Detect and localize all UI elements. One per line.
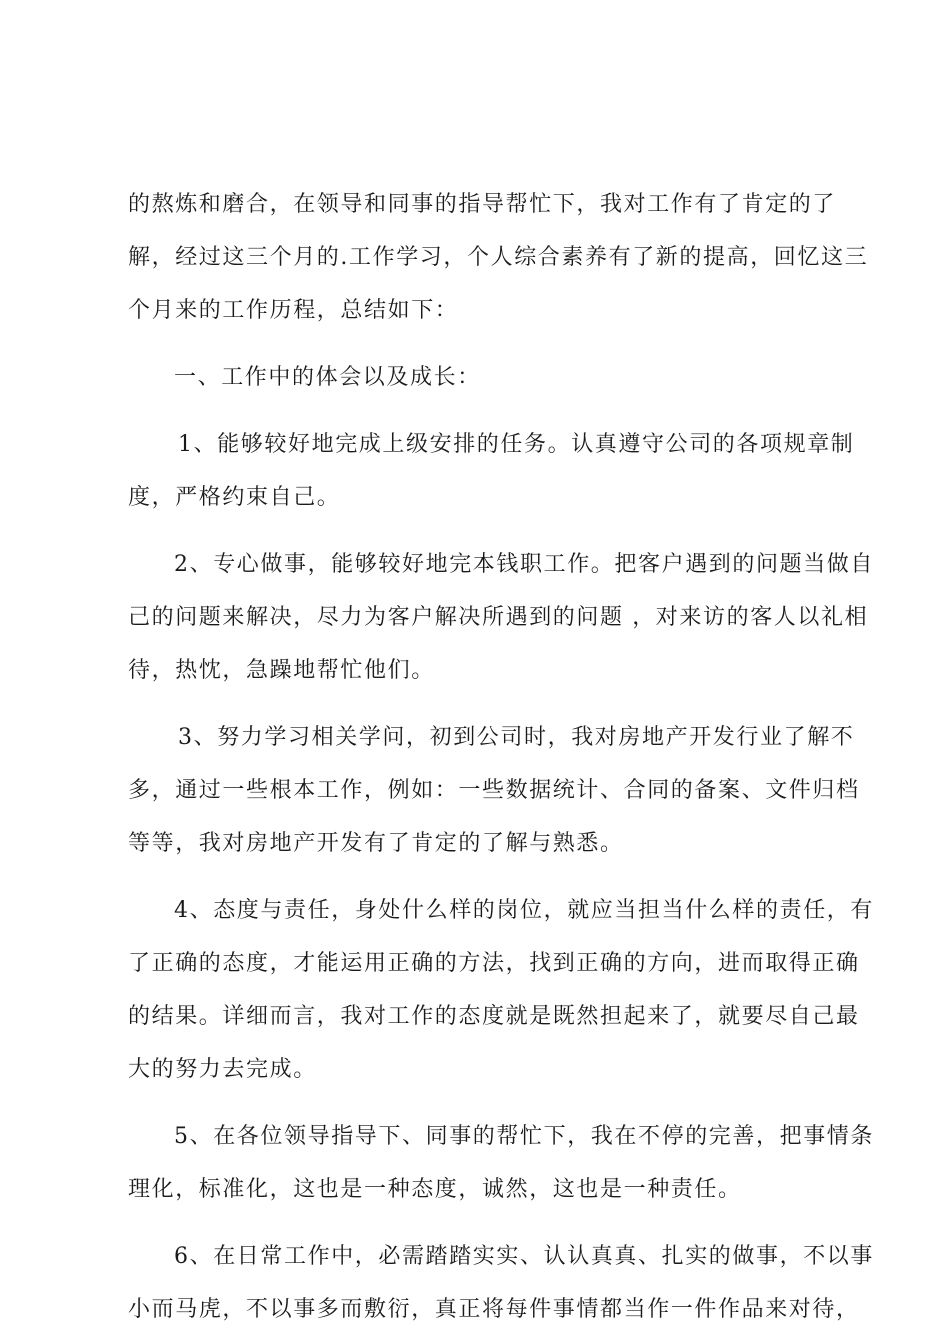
document-body <box>128 178 874 1336</box>
section-heading-text: 一、工作中的体会以及成长： <box>174 365 481 390</box>
text-line: 解，经过这三个月的.工作学习，个人综合素养有了新的提高，回忆这三 <box>128 245 869 270</box>
text-line: 1、能够较好地完成上级安排的任务。认真遵守公司的各项规章制 <box>178 432 855 457</box>
text-line: 理化，标准化，这也是一种态度，诚然，这也是一种责任。 <box>128 1177 742 1202</box>
paragraph-intro <box>128 178 869 337</box>
list-item-5 <box>128 1110 874 1216</box>
text-line: 多，通过一些根本工作，例如：一些数据统计、合同的备案、文件归档 <box>128 778 860 803</box>
text-line: 3、努力学习相关学问，初到公司时，我对房地产开发行业了解不 <box>178 725 855 750</box>
text-line: 2、专心做事，能够较好地完本钱职工作。把客户遇到的问题当做自 <box>174 552 874 577</box>
list-item-2 <box>128 538 874 697</box>
text-line: 小而马虎，不以事多而敷衍，真正将每件事情都当作一件作品来对待， <box>128 1297 860 1322</box>
text-line: 待，热忱，急躁地帮忙他们。 <box>128 658 435 683</box>
text-line: 6、在日常工作中，必需踏踏实实、认认真真、扎实的做事，不以事 <box>174 1244 874 1269</box>
list-item-6 <box>128 1230 874 1336</box>
section-heading <box>128 351 830 404</box>
text-line: 度，严格约束自己。 <box>128 485 341 510</box>
list-item-4 <box>128 884 874 1096</box>
text-line: 等等，我对房地产开发有了肯定的了解与熟悉。 <box>128 831 624 856</box>
text-line: 大的努力去完成。 <box>128 1057 317 1082</box>
list-item-1 <box>128 418 855 524</box>
text-line: 的熬炼和磨合，在领导和同事的指导帮忙下，我对工作有了肯定的了 <box>128 192 837 217</box>
text-line: 个月来的工作历程，总结如下： <box>128 298 459 323</box>
text-line: 5、在各位领导指导下、同事的帮忙下，我在不停的完善，把事情条 <box>174 1124 874 1149</box>
text-line: 己的问题来解决，尽力为客户解决所遇到的问题 ，对来访的客人以礼相 <box>128 605 869 630</box>
text-line: 4、态度与责任，身处什么样的岗位，就应当担当什么样的责任，有 <box>174 898 874 923</box>
text-line: 了正确的态度，才能运用正确的方法，找到正确的方向，进而取得正确 <box>128 951 860 976</box>
list-item-3 <box>128 711 860 870</box>
text-line: 的结果。详细而言，我对工作的态度就是既然担起来了，就要尽自己最 <box>128 1004 860 1029</box>
